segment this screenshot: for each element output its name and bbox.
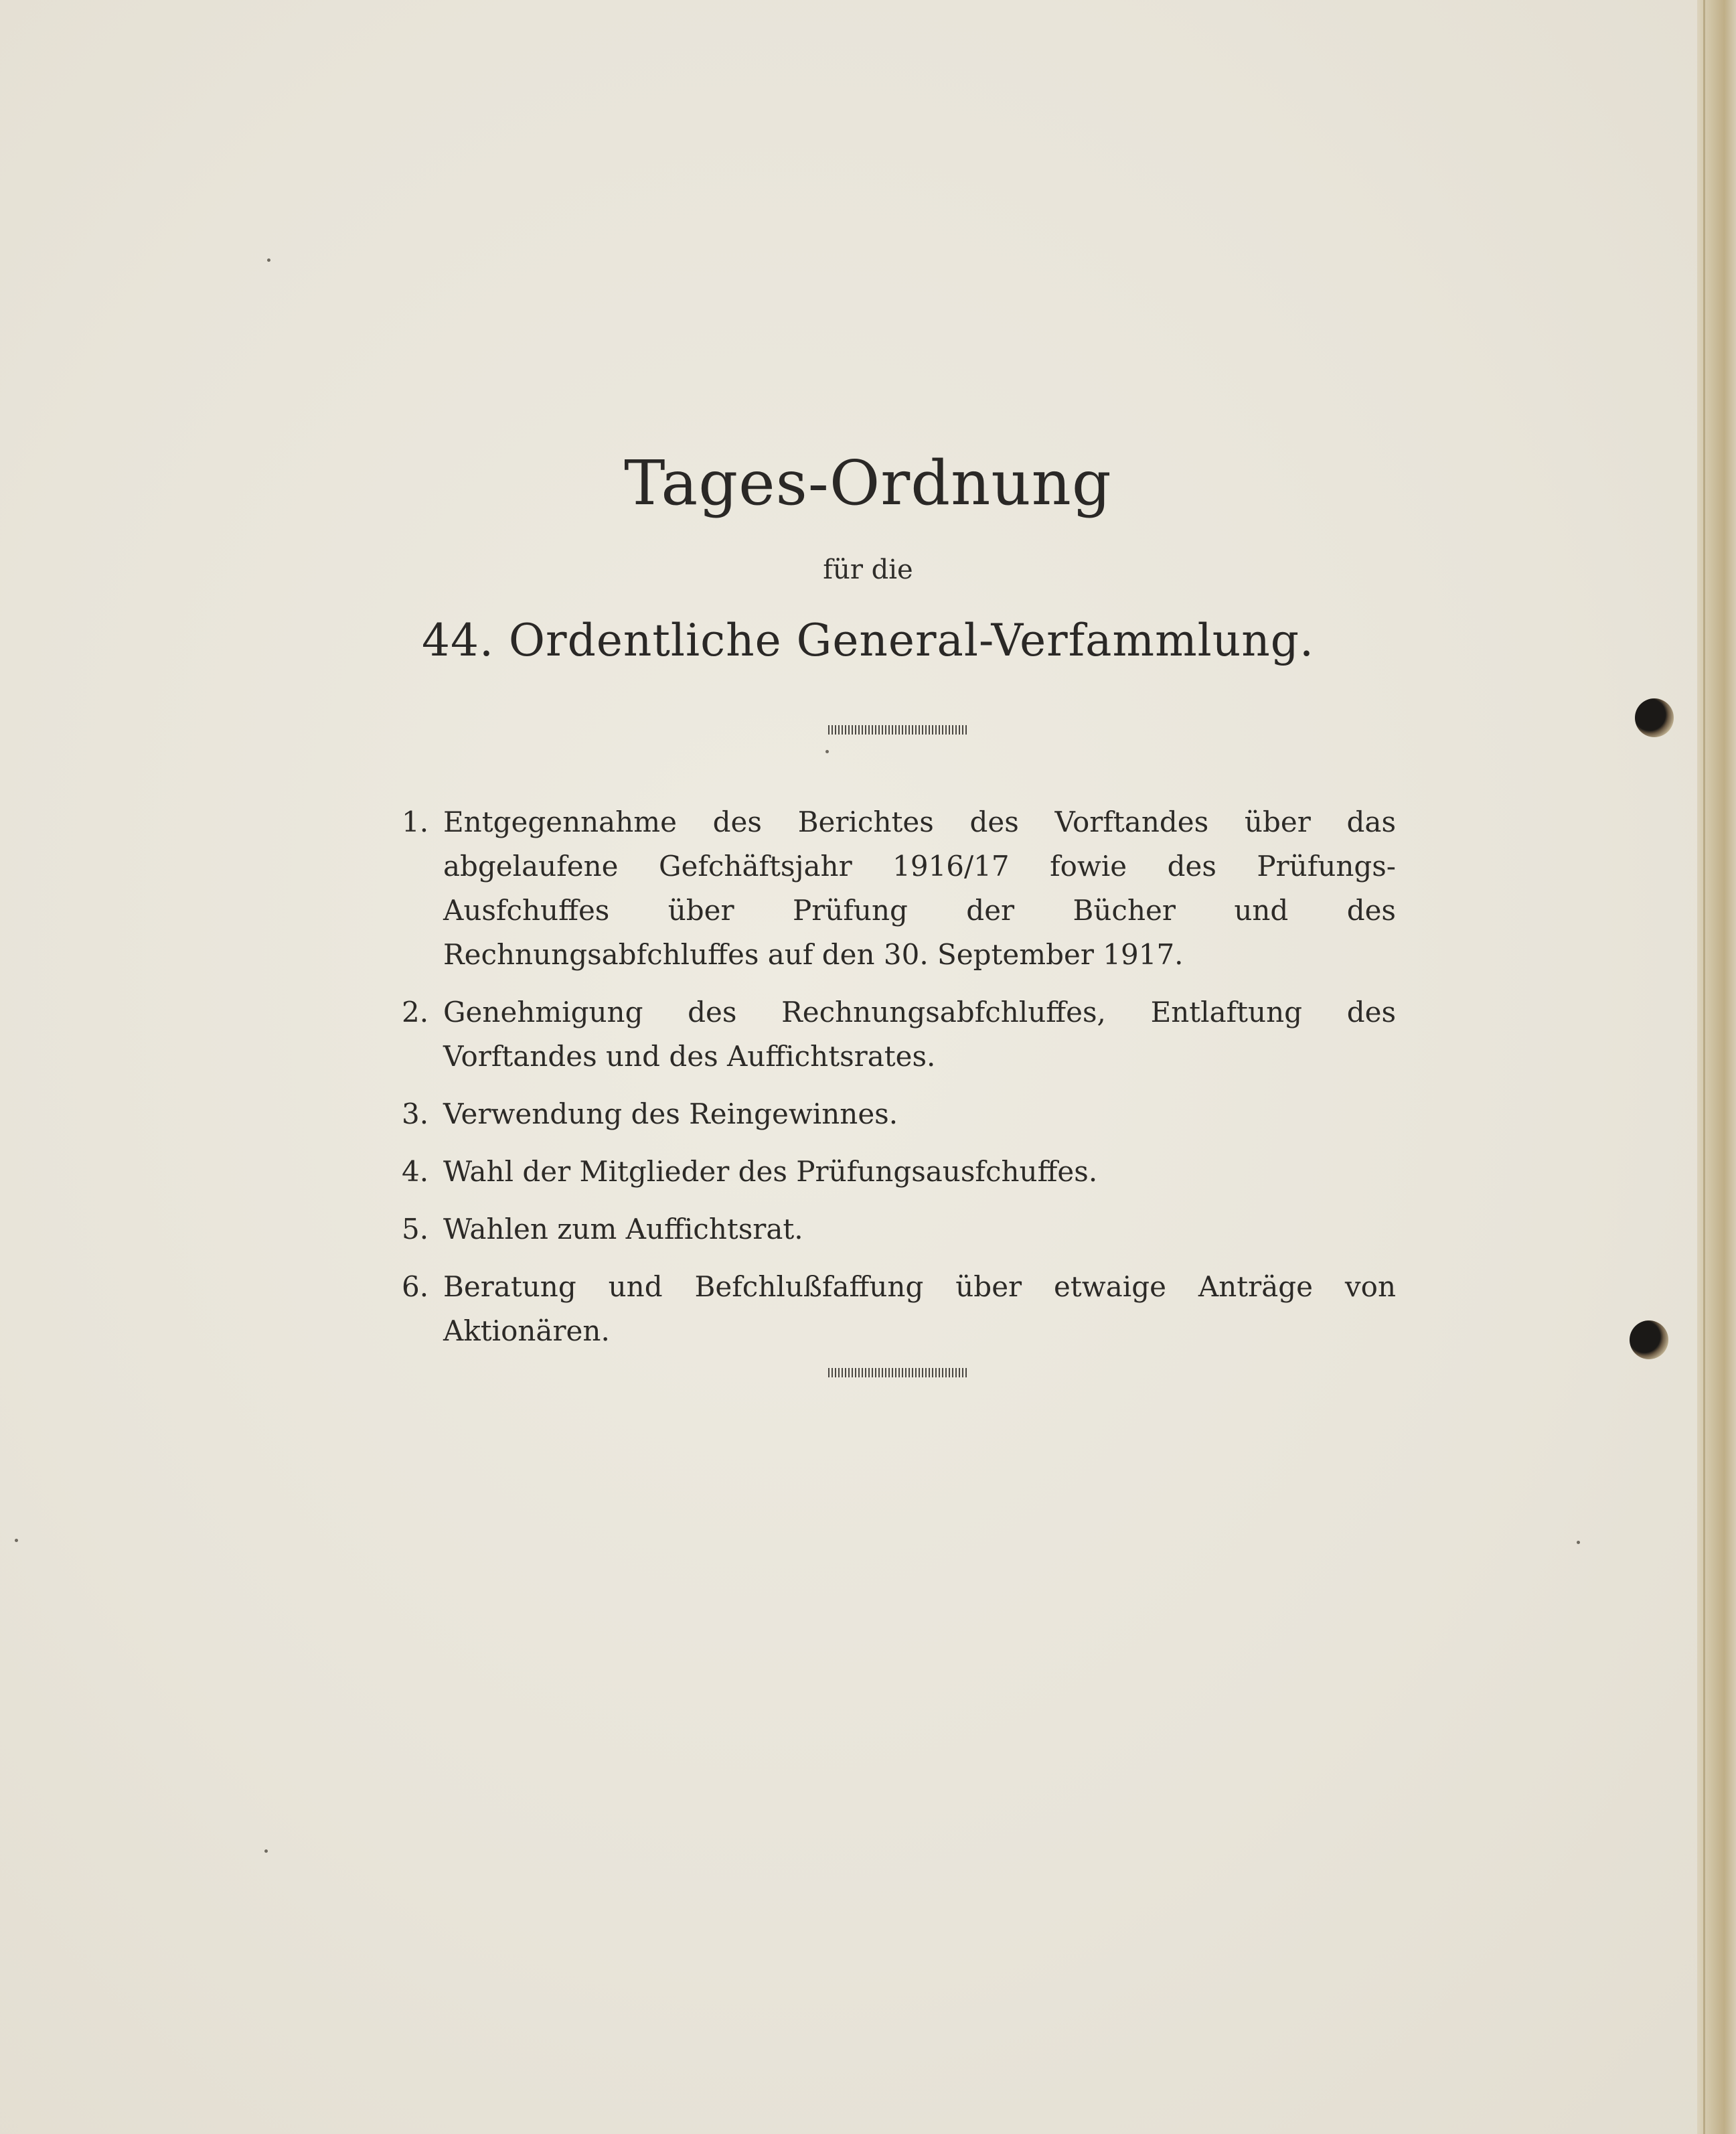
agenda-list: [402, 800, 1396, 1367]
paper-speck: [264, 1849, 268, 1853]
agenda-item: [402, 1207, 1396, 1251]
paper-speck: [1577, 1541, 1580, 1544]
ornamental-rule-top: [828, 725, 969, 735]
agenda-item: [402, 990, 1396, 1079]
agenda-item-number: 1.: [402, 806, 429, 838]
agenda-item-text: Genehmigung des Rechnungsabfchluffes, Entlaftung des Vorftandes und des Auffichtsrates.: [443, 996, 1396, 1073]
ornamental-rule-bottom: [828, 1368, 969, 1377]
punch-hole-top: [1635, 698, 1674, 737]
agenda-item: [402, 800, 1396, 977]
agenda-item-number: 6.: [402, 1270, 429, 1303]
agenda-item-number: 3.: [402, 1097, 429, 1130]
meeting-heading: 44. Ordentliche General-Verfammlung.: [421, 615, 1315, 666]
agenda-item: [402, 1092, 1396, 1136]
paper-speck: [267, 258, 270, 262]
agenda-item: [402, 1265, 1396, 1353]
binding-edge-line: [1703, 0, 1705, 2134]
agenda-item-text: Wahlen zum Auffichtsrat.: [443, 1213, 803, 1245]
agenda-item-number: 5.: [402, 1213, 429, 1245]
agenda-item-number: 2.: [402, 996, 429, 1028]
paper-speck: [825, 750, 829, 753]
punch-hole-bottom: [1630, 1320, 1668, 1359]
agenda-item-text: Beratung und Befchlußfaffung über etwaige Anträge von Aktionären.: [443, 1270, 1396, 1347]
page-subtitle: für die: [823, 554, 913, 585]
agenda-item-text: Wahl der Mitglieder des Prüfungsausfchuffes.: [443, 1155, 1098, 1188]
agenda-item-number: 4.: [402, 1155, 429, 1188]
page-title: Tages-Ordnung: [624, 447, 1112, 519]
agenda-item-text: Verwendung des Reingewinnes.: [443, 1097, 898, 1130]
agenda-item: [402, 1150, 1396, 1194]
paper-speck: [15, 1539, 18, 1542]
agenda-item-text: Entgegennahme des Berichtes des Vorftandes über das abgelaufene Gefchäftsjahr 1916/17 fowie des Prüfungs-Ausfchuffes über Prüfung der Bücher und des Rechnungsabfchluffes auf den 30. September 1917.: [443, 806, 1396, 971]
